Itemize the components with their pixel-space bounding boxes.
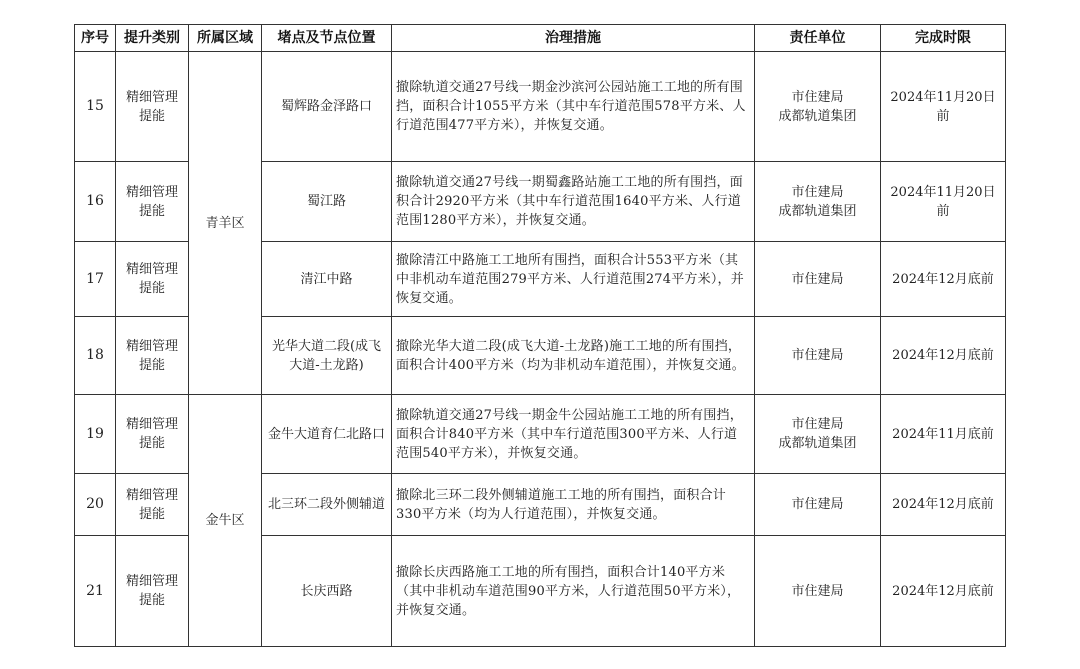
location-cell: 金牛大道育仁北路口 (262, 395, 392, 474)
header-category: 提升类别 (116, 25, 189, 52)
category-cell: 精细管理提能 (116, 52, 189, 162)
header-district: 所属区域 (189, 25, 262, 52)
district-cell: 青羊区 (189, 52, 262, 395)
location-cell: 清江中路 (262, 242, 392, 317)
unit-line: 市住建局 (791, 417, 844, 432)
seq-cell: 20 (75, 474, 116, 536)
location-cell: 蜀江路 (262, 162, 392, 242)
measure-cell: 撤除长庆西路施工工地的所有围挡，面积合计140平方米（其中非机动车道范围90平方米，人行道范围50平方米），并恢复交通。 (392, 536, 755, 647)
deadline-cell: 2024年12月底前 (881, 317, 1006, 395)
header-deadline: 完成时限 (881, 25, 1006, 52)
measure-cell: 撤除轨道交通27号线一期金牛公园站施工工地的所有围挡，面积合计840平方米（其中车行道范围300平方米、人行道范围540平方米），并恢复交通。 (392, 395, 755, 474)
measure-cell: 撤除光华大道二段(成飞大道-土龙路)施工工地的所有围挡，面积合计400平方米（均为非机动车道范围），并恢复交通。 (392, 317, 755, 395)
unit-line: 成都轨道集团 (778, 203, 857, 219)
header-unit: 责任单位 (755, 25, 881, 52)
unit-line: 市住建局 (791, 184, 844, 200)
table-row (75, 395, 1006, 474)
unit-cell: 市住建局 (755, 317, 881, 395)
location-cell: 蜀辉路金泽路口 (262, 52, 392, 162)
category-cell: 精细管理提能 (116, 395, 189, 474)
unit-cell: 市住建局 (755, 474, 881, 536)
location-cell: 光华大道二段(成飞大道-土龙路) (262, 317, 392, 395)
unit-line: 成都轨道集团 (778, 108, 857, 124)
deadline-cell: 2024年12月底前 (881, 242, 1006, 317)
measure-cell: 撤除清江中路施工工地所有围挡，面积合计553平方米（其中非机动车道范围279平方米、人行道范围274平方米），并恢复交通。 (392, 242, 755, 317)
unit-cell: 市住建局 (755, 242, 881, 317)
category-cell: 精细管理提能 (116, 536, 189, 647)
table-row (75, 52, 1006, 162)
header-measure: 治理措施 (392, 25, 755, 52)
category-cell: 精细管理提能 (116, 242, 189, 317)
deadline-cell: 2024年11月20日前 (881, 52, 1006, 162)
deadline-cell: 2024年12月底前 (881, 474, 1006, 536)
unit-cell (755, 52, 881, 162)
seq-cell: 16 (75, 162, 116, 242)
category-cell: 精细管理提能 (116, 474, 189, 536)
unit-line: 成都轨道集团 (778, 436, 857, 451)
seq-cell: 15 (75, 52, 116, 162)
unit-cell: 市住建局 (755, 536, 881, 647)
header-seq: 序号 (75, 25, 116, 52)
measure-cell: 撤除轨道交通27号线一期蜀鑫路站施工工地的所有围挡，面积合计2920平方米（其中车行道范围1640平方米、人行道范围1280平方米），并恢复交通。 (392, 162, 755, 242)
location-cell: 长庆西路 (262, 536, 392, 647)
measure-cell: 撤除北三环二段外侧辅道施工工地的所有围挡，面积合计330平方米（均为人行道范围），并恢复交通。 (392, 474, 755, 536)
seq-cell: 17 (75, 242, 116, 317)
unit-cell (755, 162, 881, 242)
header-location: 堵点及节点位置 (262, 25, 392, 52)
location-cell: 北三环二段外侧辅道 (262, 474, 392, 536)
seq-cell: 18 (75, 317, 116, 395)
measure-cell: 撤除轨道交通27号线一期金沙滨河公园站施工工地的所有围挡，面积合计1055平方米（其中车行道范围578平方米、人行道范围477平方米），并恢复交通。 (392, 52, 755, 162)
unit-cell (755, 395, 881, 474)
header-row (75, 25, 1006, 52)
deadline-cell: 2024年11月20日前 (881, 162, 1006, 242)
governance-table (74, 24, 1006, 647)
category-cell: 精细管理提能 (116, 317, 189, 395)
seq-cell: 21 (75, 536, 116, 647)
seq-cell: 19 (75, 395, 116, 474)
category-cell: 精细管理提能 (116, 162, 189, 242)
deadline-cell: 2024年11月底前 (881, 395, 1006, 474)
unit-line: 市住建局 (791, 89, 844, 105)
deadline-cell: 2024年12月底前 (881, 536, 1006, 647)
district-cell: 金牛区 (189, 395, 262, 647)
